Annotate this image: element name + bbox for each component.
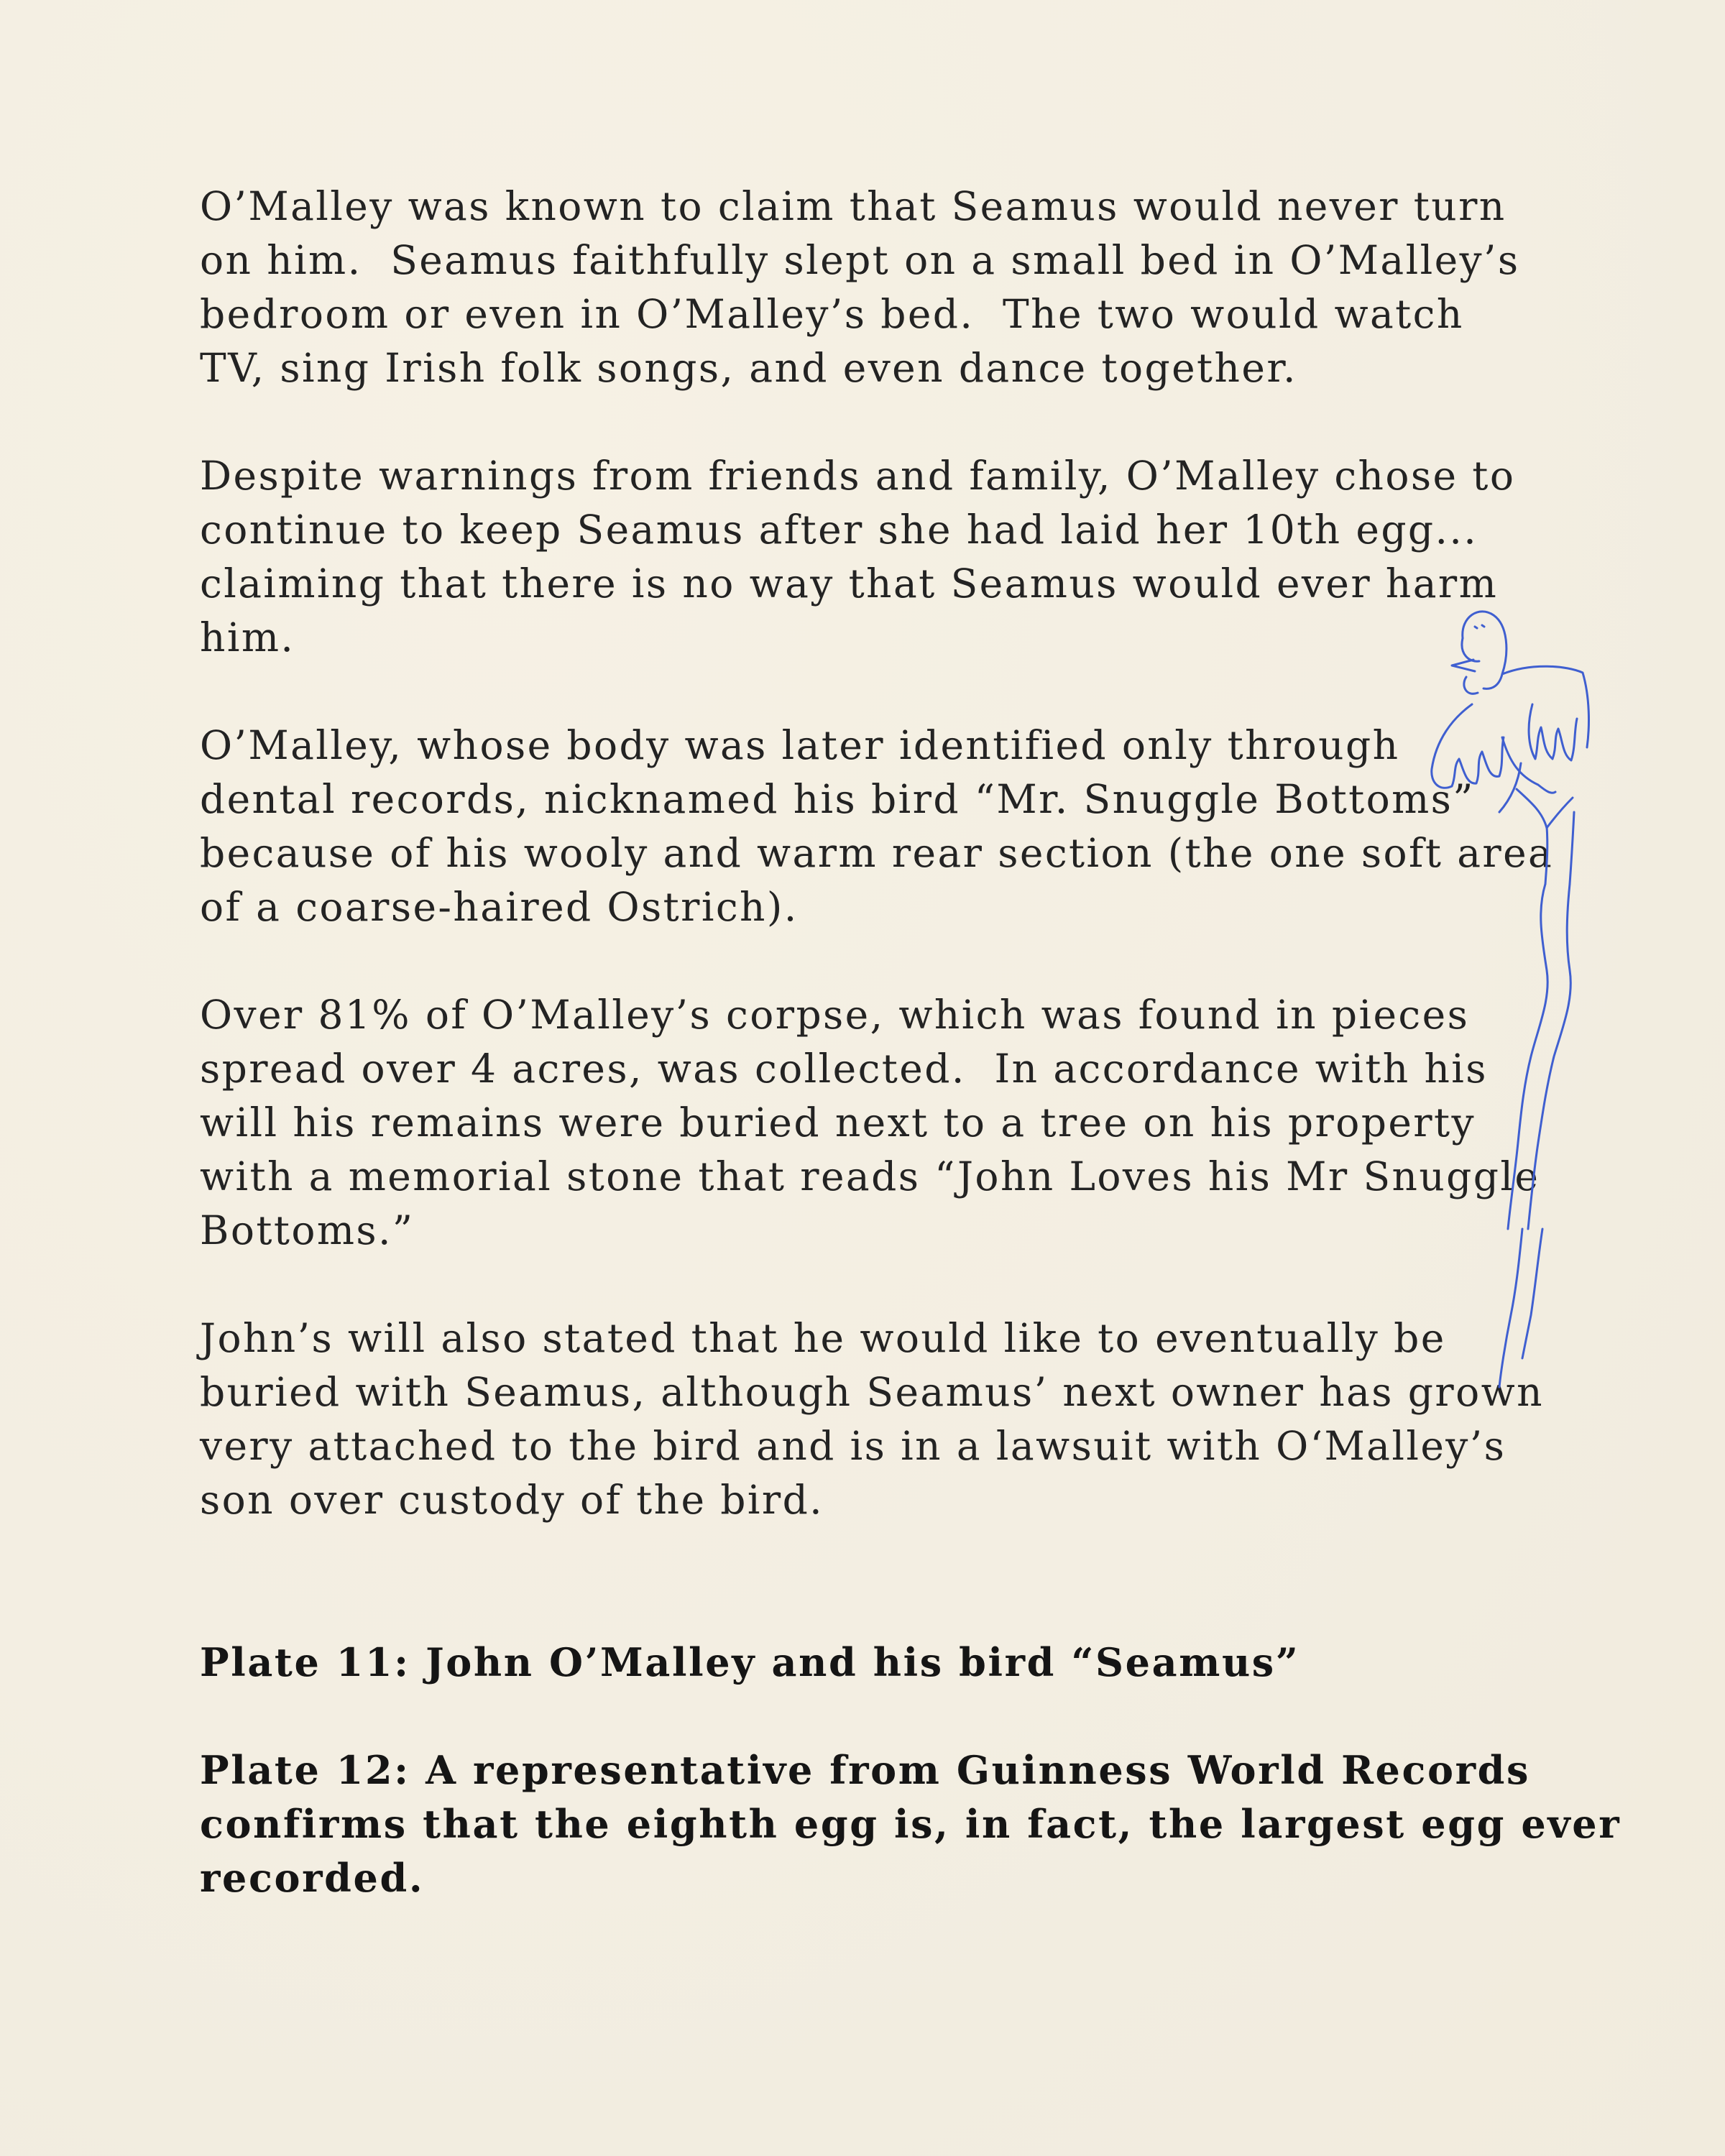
text-line: very attached to the bird and is in a lawsuit with O‘Malley’s xyxy=(200,1423,1506,1469)
text-line: because of his wooly and warm rear section (the one soft area xyxy=(200,830,1554,876)
text-line: TV, sing Irish folk songs, and even dance together. xyxy=(200,345,1297,391)
text-line: spread over 4 acres, was collected. In accordance with his xyxy=(200,1046,1488,1092)
caption-plate-11 xyxy=(200,1636,1565,1690)
paragraph-5 xyxy=(200,1312,1565,1527)
text-line: with a memorial stone that reads “John Loves his Mr Snuggle xyxy=(200,1153,1540,1199)
text-line: O’Malley was known to claim that Seamus would never turn xyxy=(200,183,1506,229)
caption-line: recorded. xyxy=(200,1855,425,1901)
text-line: John’s will also stated that he would like to eventually be xyxy=(200,1315,1446,1361)
paragraph-3 xyxy=(200,719,1565,934)
caption-line: confirms that the eighth egg is, in fact, the largest egg ever xyxy=(200,1801,1622,1847)
text-line: Despite warnings from friends and family, O’Malley chose to xyxy=(200,453,1516,499)
text-line: Bottoms.” xyxy=(200,1207,415,1253)
caption-line: Plate 11: John O’Malley and his bird “Seamus” xyxy=(200,1639,1300,1685)
text-line: him. xyxy=(200,614,295,660)
text-line: claiming that there is no way that Seamus would ever harm xyxy=(200,561,1499,607)
text-line: Over 81% of O’Malley’s corpse, which was found in pieces xyxy=(200,992,1470,1038)
caption-plate-12 xyxy=(200,1743,1622,1905)
text-line: on him. Seamus faithfully slept on a small bed in O’Malley’s xyxy=(200,237,1520,283)
text-line: son over custody of the bird. xyxy=(200,1477,824,1523)
paragraph-1 xyxy=(200,180,1565,395)
text-line: O’Malley, whose body was later identified only through xyxy=(200,722,1400,768)
text-line: dental records, nicknamed his bird “Mr. Snuggle Bottoms” xyxy=(200,776,1475,822)
body-text xyxy=(200,180,1565,1581)
text-line: bedroom or even in O’Malley’s bed. The two would watch xyxy=(200,291,1464,337)
text-line: of a coarse-haired Ostrich). xyxy=(200,884,799,930)
text-line: buried with Seamus, although Seamus’ next owner has grown xyxy=(200,1369,1544,1415)
paragraph-4 xyxy=(200,988,1565,1258)
caption-line: Plate 12: A representative from Guinness World Records xyxy=(200,1747,1531,1793)
plate-captions xyxy=(200,1636,1622,1959)
text-line: will his remains were buried next to a tree on his property xyxy=(200,1100,1476,1146)
text-line: continue to keep Seamus after she had laid her 10th egg... xyxy=(200,507,1478,553)
paragraph-2 xyxy=(200,449,1565,665)
